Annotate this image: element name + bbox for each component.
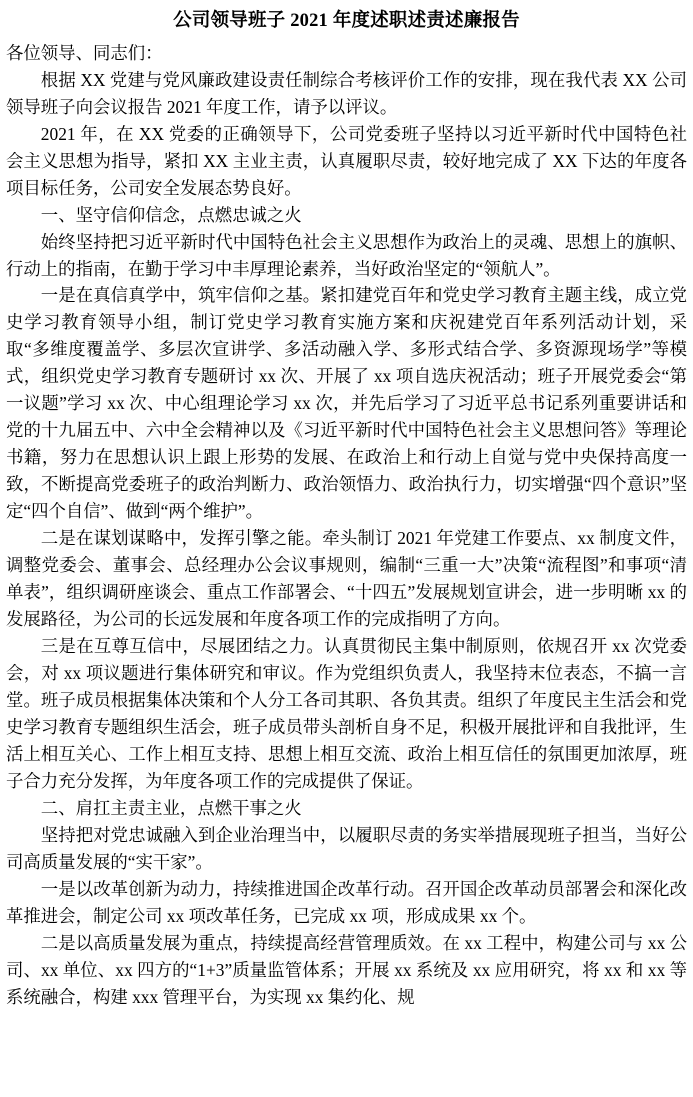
paragraph-intro-1: 根据 XX 党建与党风廉政建设责任制综合考核评价工作的安排，现在我代表 XX 公司领导班子向会议报告 2021 年度工作，请予以评议。 (6, 69, 687, 117)
section-2-heading: 二、肩扛主责主业，点燃干事之火 (40, 797, 302, 818)
section-2-item-1: 一是以改革创新为动力，持续推进国企改革行动。召开国企改革动员部署会和深化改革推进会，制定公司 xx 项改革任务，已完成 xx 项，形成成果 xx 个。 (6, 878, 687, 926)
section-2-body: 坚持把对党忠诚融入到企业治理当中，以履职尽责的务实举措展现班子担当，当好公司高质量发展的“实干家”。 (6, 824, 687, 872)
paragraph-intro-2: 2021 年，在 XX 党委的正确领导下，公司党委班子坚持以习近平新时代中国特色社会主义思想为指导，紧扣 XX 主业主责，认真履职尽责，较好地完成了 XX 下达的年度各项目标任务，公司安全发展态势良好。 (6, 123, 687, 198)
section-1-item-2: 二是在谋划谋略中，发挥引擎之能。牵头制订 2021 年党建工作要点、xx 制度文件，调整党委会、董事会、总经理办公会议事规则，编制“三重一大”决策“流程图”和事项“清单表”，组织调研座谈会、重点工作部署会、“十四五”发展规划宣讲会，进一步明晰 xx 的发展路径，为公司的长远发展和年度各项工作的完成指明了方向。 (6, 528, 687, 630)
page-title: 公司领导班子 2021 年度述职述责述廉报告 (173, 11, 520, 31)
section-2-item-2: 二是以高质量发展为重点，持续提高经营管理质效。在 xx 工程中，构建公司与 xx 公司、xx 单位、xx 四方的“1+3”质量监管体系；开展 xx 系统及 xx 应用研究，将 xx 和 xx 等系统融合，构建 xxx 管理平台，为实现 xx 集约化、规 (6, 932, 687, 1007)
section-1-item-3: 三是在互尊互信中，尽展团结之力。认真贯彻民主集中制原则，依规召开 xx 次党委会，对 xx 项议题进行集体研究和审议。作为党组织负责人，我坚持末位表态，不搞一言堂。班子成员根据集体决策和个人分工各司其职、各负其责。组织了年度民主生活会和党史学习教育专题组织生活会，班子成员带头剖析自身不足，积极开展批评和自我批评，生活上相互关心、工作上相互支持、思想上相互交流、政治上相互信任的氛围更加浓厚，班子合力充分发挥，为年度各项工作的完成提供了保证。 (6, 636, 687, 791)
section-1-body: 始终坚持把习近平新时代中国特色社会主义思想作为政治上的灵魂、思想上的旗帜、行动上的指南，在勤于学习中丰厚理论素养，当好政治坚定的“领航人”。 (6, 231, 687, 279)
paragraph-salutation: 各位领导、同志们： (6, 42, 163, 63)
section-1-heading: 一、坚守信仰信念，点燃忠诚之火 (40, 204, 302, 225)
section-1-item-1: 一是在真信真学中，筑牢信仰之基。紧扣建党百年和党史学习教育主题主线，成立党史学习教育领导小组，制订党史学习教育实施方案和庆祝建党百年系列活动计划，采取“多维度覆盖学、多层次宣讲学、多活动融入学、多形式结合学、多资源现场学”等模式，组织党史学习教育专题研讨 xx 次、开展了 xx 项自选庆祝活动；班子开展党委会“第一议题”学习 xx 次、中心组理论学习 xx 次，并先后学习了习近平总书记系列重要讲话和党的十九届五中、六中全会精神以及《习近平新时代中国特色社会主义思想问答》等理论书籍，努力在思想认识上跟上形势的发展、在政治上和行动上自觉与党中央保持高度一致，不断提高党委班子的政治判断力、政治领悟力、政治执行力，切实增强“四个意识”坚定“四个自信”、做到“两个维护”。 (6, 285, 687, 522)
